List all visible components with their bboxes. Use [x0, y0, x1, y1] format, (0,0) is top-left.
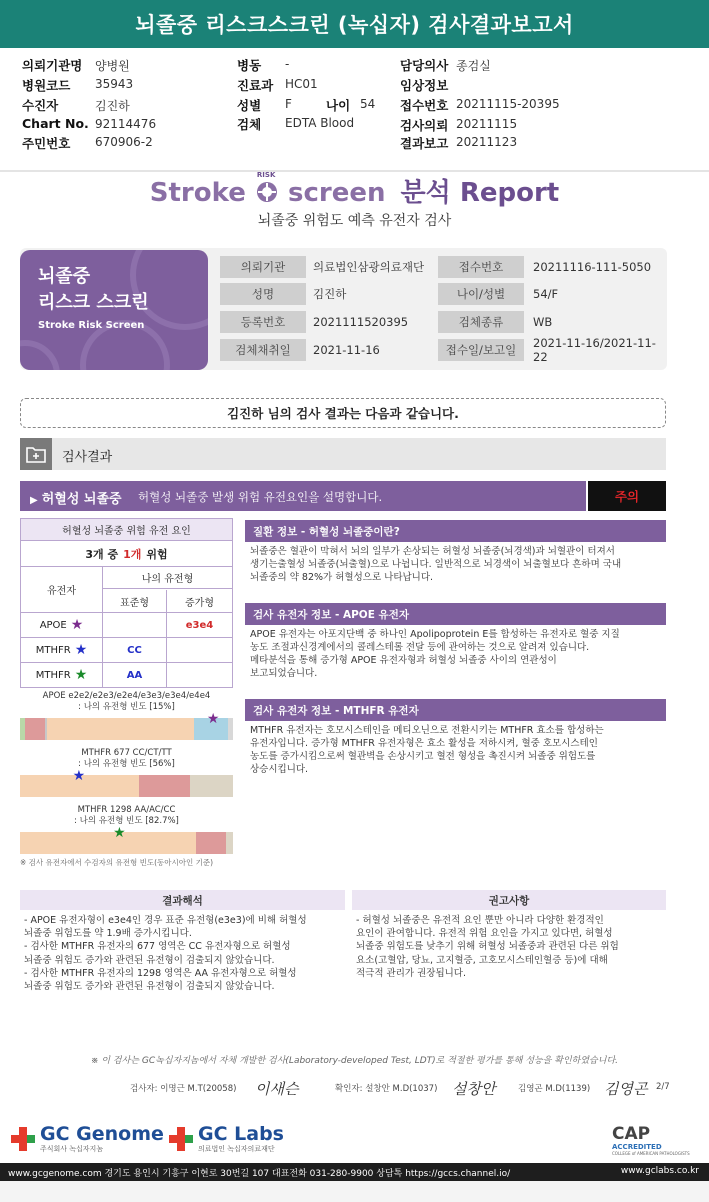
confirm-signature: 설창안	[452, 1080, 496, 1098]
report-value: 20211123	[456, 135, 518, 149]
age-label: 나이	[326, 98, 351, 113]
freq-bar-mthfr677	[20, 775, 233, 797]
reg-value: 2021111520395	[313, 315, 409, 329]
apoe-info-header: 검사 유전자 정보 - APOE 유전자	[245, 603, 666, 625]
doctor-value: 종검실	[456, 59, 491, 73]
text-line: 농도 조절과신경계에서의 콜레스테롤 전달 등에 관여하는 것으로 알려져 있습니다.	[250, 642, 590, 653]
bottom-strip	[0, 1181, 709, 1202]
text-line: - 허혈성 뇌졸중은 유전적 요인 뿐만 아니라 다양한 환경적인	[356, 915, 604, 926]
text-line: MTHFR 유전자는 호모시스테인을 메티오닌으로 전환시키는 MTHFR 효소를 합성하는	[250, 725, 604, 736]
dept-label: 진료과	[237, 78, 274, 93]
footer-bar	[0, 1163, 709, 1181]
clinical-label: 임상정보	[400, 78, 449, 93]
cap-small: COLLEGE of AMERICAN PATHOLOGISTS	[612, 1151, 690, 1156]
receipt-label: 접수번호	[400, 98, 449, 113]
freq-segment	[190, 775, 233, 797]
third-signature: 김영곤	[604, 1080, 648, 1098]
reg-label: 등록번호	[220, 311, 306, 333]
section-title: 허혈성 뇌졸중	[41, 492, 122, 507]
interpretation-body	[24, 914, 346, 993]
freq-segment	[25, 718, 46, 740]
freq-title-line: APOE e2e2/e2e3/e2e4/e3e3/e3e4/e4e4	[42, 691, 211, 701]
card-line1: 뇌졸중	[38, 266, 91, 287]
type-value: WB	[533, 315, 553, 329]
result-header-text: 검사결과	[62, 450, 113, 465]
text-line: APOE 유전자는 아포지단백 중 하나인 Apolipoprotein E를 합성하는 유전자로 혈중 지질	[250, 629, 620, 640]
dept-value: HC01	[285, 77, 318, 91]
collect-value: 2021-11-16	[313, 343, 380, 357]
sex-value: F	[285, 97, 292, 111]
signature-line	[0, 1078, 709, 1098]
specimen-value: EDTA Blood	[285, 116, 355, 130]
inst-value: 의료법인삼광의료재단	[313, 260, 425, 274]
text-line: 상승시킵니다.	[250, 764, 309, 775]
increased-value: e3e4	[185, 619, 214, 631]
col-standard: 표준형	[103, 590, 167, 612]
patient-value: 김진하	[95, 99, 130, 113]
gene-name: MTHFR	[35, 669, 71, 681]
text-line: - 검사한 MTHFR 유전자의 677 영역은 CC 유전자형으로 허혈성	[24, 941, 291, 953]
table-row	[21, 613, 232, 638]
hospital-value: 양병원	[95, 59, 130, 73]
freq-sub-line: : 나의 유전형 빈도 [82.7%]	[74, 816, 179, 826]
age-value: 54	[360, 97, 376, 111]
text-line: 요인이 관여합니다. 유전적 위험 요인을 가지고 있다면, 허혈성	[356, 928, 613, 940]
standard-value: CC	[103, 638, 167, 662]
disease-info-body	[250, 545, 662, 584]
text-line: 유전자입니다. 증가형 MTHFR 유전자형은 효소 활성을 저하시켜, 혈중 호모시스테인	[250, 738, 598, 749]
doctor-label: 담당의사	[400, 58, 449, 73]
gc-labs-logo	[168, 1124, 284, 1154]
gc-genome-text: GC Genome	[40, 1123, 164, 1145]
mthfr-info-body	[250, 724, 662, 776]
inst-label: 의뢰기관	[220, 256, 306, 278]
text-line: 생기는출혈성 뇌졸중(뇌출혈)으로 나뉩니다. 일반적으로 뇌경색이 뇌출혈보다 흔하며 국내	[250, 559, 622, 570]
summary-b: 1개	[123, 547, 142, 561]
order-info	[0, 50, 709, 172]
risk-target-icon	[255, 171, 279, 204]
gene-name: MTHFR	[35, 644, 71, 656]
logo-report: 분석 Report	[400, 178, 560, 208]
type-label: 검체종류	[438, 311, 524, 333]
report-subtitle: 뇌졸중 위험도 예측 유전자 검사	[257, 213, 452, 229]
section-arrow-icon: ▶	[30, 495, 38, 506]
dates-value: 2021-11-16/2021-11-22	[533, 336, 656, 364]
text-line: - 검사한 MTHFR 유전자의 1298 영역은 AA 유전자형으로 허혈성	[24, 967, 297, 979]
card-english: Stroke Risk Screen	[38, 320, 145, 331]
cap-text: CAP	[612, 1124, 651, 1144]
chart-label: Chart No.	[22, 116, 89, 131]
col-mine: 나의 유전형	[103, 567, 232, 589]
cap-logo	[612, 1126, 690, 1156]
freq-bar-mthfr1298	[20, 832, 233, 854]
gc-cross-icon	[168, 1126, 194, 1152]
table-row	[21, 663, 232, 687]
mthfr-info-header: 검사 유전자 정보 - MTHFR 유전자	[245, 699, 666, 721]
request-label: 검사의뢰	[400, 118, 449, 133]
chart-value: 92114476	[95, 117, 157, 131]
star-icon: ★	[72, 768, 86, 784]
recv-label: 접수번호	[438, 256, 524, 278]
gc-genome-logo	[10, 1124, 164, 1154]
logo-stroke: Stroke	[149, 178, 246, 208]
star-icon: ★	[206, 711, 220, 727]
name-label: 성명	[220, 283, 306, 305]
confirm-name: 확인자: 설창안 M.D(1037)	[335, 1084, 438, 1094]
result-section-header	[20, 438, 666, 470]
text-line: 뇌졸중 위험도를 약 1.9배 증가시킵니다.	[24, 928, 192, 940]
gene-name: APOE	[39, 619, 67, 631]
text-line: 뇌졸중 위험도 증가와 관련된 유전형이 검출되지 않았습니다.	[24, 981, 275, 993]
request-value: 20211115	[456, 117, 518, 131]
card-line2: 리스크 스크린	[38, 292, 149, 313]
sex-label: 성별	[237, 98, 262, 113]
text-line: - APOE 유전자형이 e3e4인 경우 표준 유전형(e3e3)에 비해 허혈성	[24, 915, 307, 926]
freq-sub-line: : 나의 유전형 빈도 [15%]	[78, 702, 175, 712]
text-line: 뇌졸중의 약 82%가 허혈성으로 나타납니다.	[250, 572, 434, 583]
recommendation-header: 권고사항	[352, 890, 666, 910]
freq-mthfr1298-title	[20, 805, 233, 827]
warning-badge: 주의	[588, 481, 666, 511]
increased-value	[167, 638, 232, 662]
page-number: 2/7	[656, 1082, 670, 1092]
recommendation-body	[356, 914, 666, 980]
cap-accredited: ACCREDITED	[612, 1143, 662, 1151]
text-line: 뇌졸중은 혈관이 막혀서 뇌의 일부가 손상되는 허혈성 뇌졸중(뇌경색)과 뇌혈관이 터져서	[250, 546, 615, 557]
genotype-table-title: 허혈성 뇌졸중 위험 유전 요인	[62, 526, 191, 537]
tester-name: 검사자: 이명근 M.T(20058)	[130, 1084, 237, 1094]
code-value: 35943	[95, 77, 134, 91]
freq-bar-apoe	[20, 718, 233, 740]
freq-sub-line: : 나의 유전형 빈도 [56%]	[78, 759, 175, 769]
col-increased: 증가형	[185, 597, 214, 609]
freq-segment	[139, 775, 190, 797]
rrn-value: 670906-2	[95, 135, 153, 149]
text-line: 보고되었습니다.	[250, 668, 318, 679]
third-name: 김영곤 M.D(1139)	[518, 1084, 591, 1094]
specimen-label: 검체	[237, 117, 262, 132]
table-row	[21, 638, 232, 663]
footer-right: www.gclabs.co.kr	[620, 1166, 699, 1176]
text-line: 요소(고혈압, 당뇨, 고지혈증, 고호모시스테인혈증 등)에 대해	[356, 954, 608, 966]
stroke-risk-card	[20, 250, 208, 370]
star-icon: ★	[70, 617, 84, 633]
collect-label: 검체채취일	[220, 339, 306, 361]
rrn-label: 주민번호	[22, 136, 71, 151]
gc-genome-sub: 주식회사 녹십자지놈	[40, 1145, 104, 1153]
summary-c: 위험	[146, 547, 168, 561]
text-line: 뇌졸중 위험도 증가와 관련된 유전형이 검출되지 않았습니다.	[24, 954, 275, 966]
tester-signature: 이새슨	[255, 1080, 299, 1098]
stroke-screen-logo	[0, 172, 709, 208]
ldt-disclaimer: ※ 이 검사는 GC녹십자지놈에서 자체 개발한 검사(Laboratory-developed Test, LDT)로 적절한 평가를 통해 성능을 확인하였습니다.	[90, 1056, 619, 1066]
code-label: 병원코드	[22, 78, 71, 93]
report-title: 뇌졸중 리스크스크린 (녹십자) 검사결과보고서	[0, 0, 709, 48]
freq-title-line: MTHFR 677 CC/CT/TT	[81, 748, 172, 758]
dates-label: 접수일/보고일	[438, 339, 524, 361]
standard-value	[103, 613, 167, 637]
logo-risk: RISK	[256, 171, 276, 179]
freq-segment	[196, 832, 226, 854]
standard-value: AA	[103, 663, 167, 687]
text-line: 적극적 관리가 권장됩니다.	[356, 967, 467, 979]
star-icon: ★	[113, 825, 126, 841]
disease-info-header: 질환 정보 - 허혈성 뇌졸중이란?	[245, 520, 666, 542]
gc-cross-icon	[10, 1126, 36, 1152]
increased-value	[167, 663, 232, 687]
gc-labs-text: GC Labs	[198, 1123, 284, 1145]
text-line: 메타분석을 통해 증가형 APOE 유전자형과 허혈성 뇌졸중 사이의 연관성이	[250, 655, 557, 666]
freq-segment	[20, 832, 196, 854]
freq-segment	[226, 832, 233, 854]
recv-value: 20211116-111-5050	[533, 260, 652, 274]
col-gene: 유전자	[21, 567, 103, 612]
footer-logos	[0, 1118, 709, 1163]
agesex-label: 나이/성별	[438, 283, 524, 305]
report-label: 결과보고	[400, 136, 449, 151]
freq-note: ※ 검사 유전자에서 수검자의 유전형 빈도(동아시아인 기준)	[20, 858, 214, 867]
star-icon: ★	[74, 642, 88, 658]
apoe-info-body	[250, 628, 662, 680]
agesex-value: 54/F	[533, 287, 559, 301]
name-value: 김진하	[313, 287, 347, 301]
result-banner: 김진하 님의 검사 결과는 다음과 같습니다.	[20, 398, 666, 428]
freq-apoe-title	[20, 691, 233, 713]
hospital-label: 의뢰기관명	[22, 58, 83, 73]
summary-a: 3개 중	[85, 547, 119, 561]
folder-plus-icon	[20, 438, 52, 470]
ischemic-section-bar	[20, 481, 586, 511]
ward-value: -	[285, 57, 290, 71]
freq-segment	[228, 718, 233, 740]
freq-mthfr677-title	[20, 748, 233, 770]
gc-labs-sub: 의료법인 녹십자의료재단	[198, 1145, 275, 1153]
text-line: 뇌졸중 위험도를 낮추기 위해 허혈성 뇌졸중과 관련된 다른 위험	[356, 941, 619, 953]
freq-title-line: MTHFR 1298 AA/AC/CC	[77, 805, 176, 815]
genotype-table	[20, 518, 233, 688]
logo-screen: screen	[287, 178, 386, 208]
text-line: 농도를 증가시킴으로써 혈관벽을 손상시키고 혈전 형성을 촉진시켜 뇌졸중 위험도를	[250, 751, 596, 762]
footer-left: www.gcgenome.com 경기도 용인시 기흥구 이현로 30번길 107 대표전화 031-280-9900 상담톡 https://gccs.channel.io/	[8, 1169, 511, 1179]
ward-label: 병동	[237, 58, 262, 73]
receipt-value: 20211115-20395	[456, 97, 560, 111]
freq-segment	[47, 718, 194, 740]
star-icon: ★	[74, 667, 88, 683]
section-desc: 허혈성 뇌졸중 발생 위험 유전요인을 설명합니다.	[138, 490, 383, 504]
interpretation-header: 결과해석	[20, 890, 345, 910]
patient-label: 수진자	[22, 98, 59, 113]
